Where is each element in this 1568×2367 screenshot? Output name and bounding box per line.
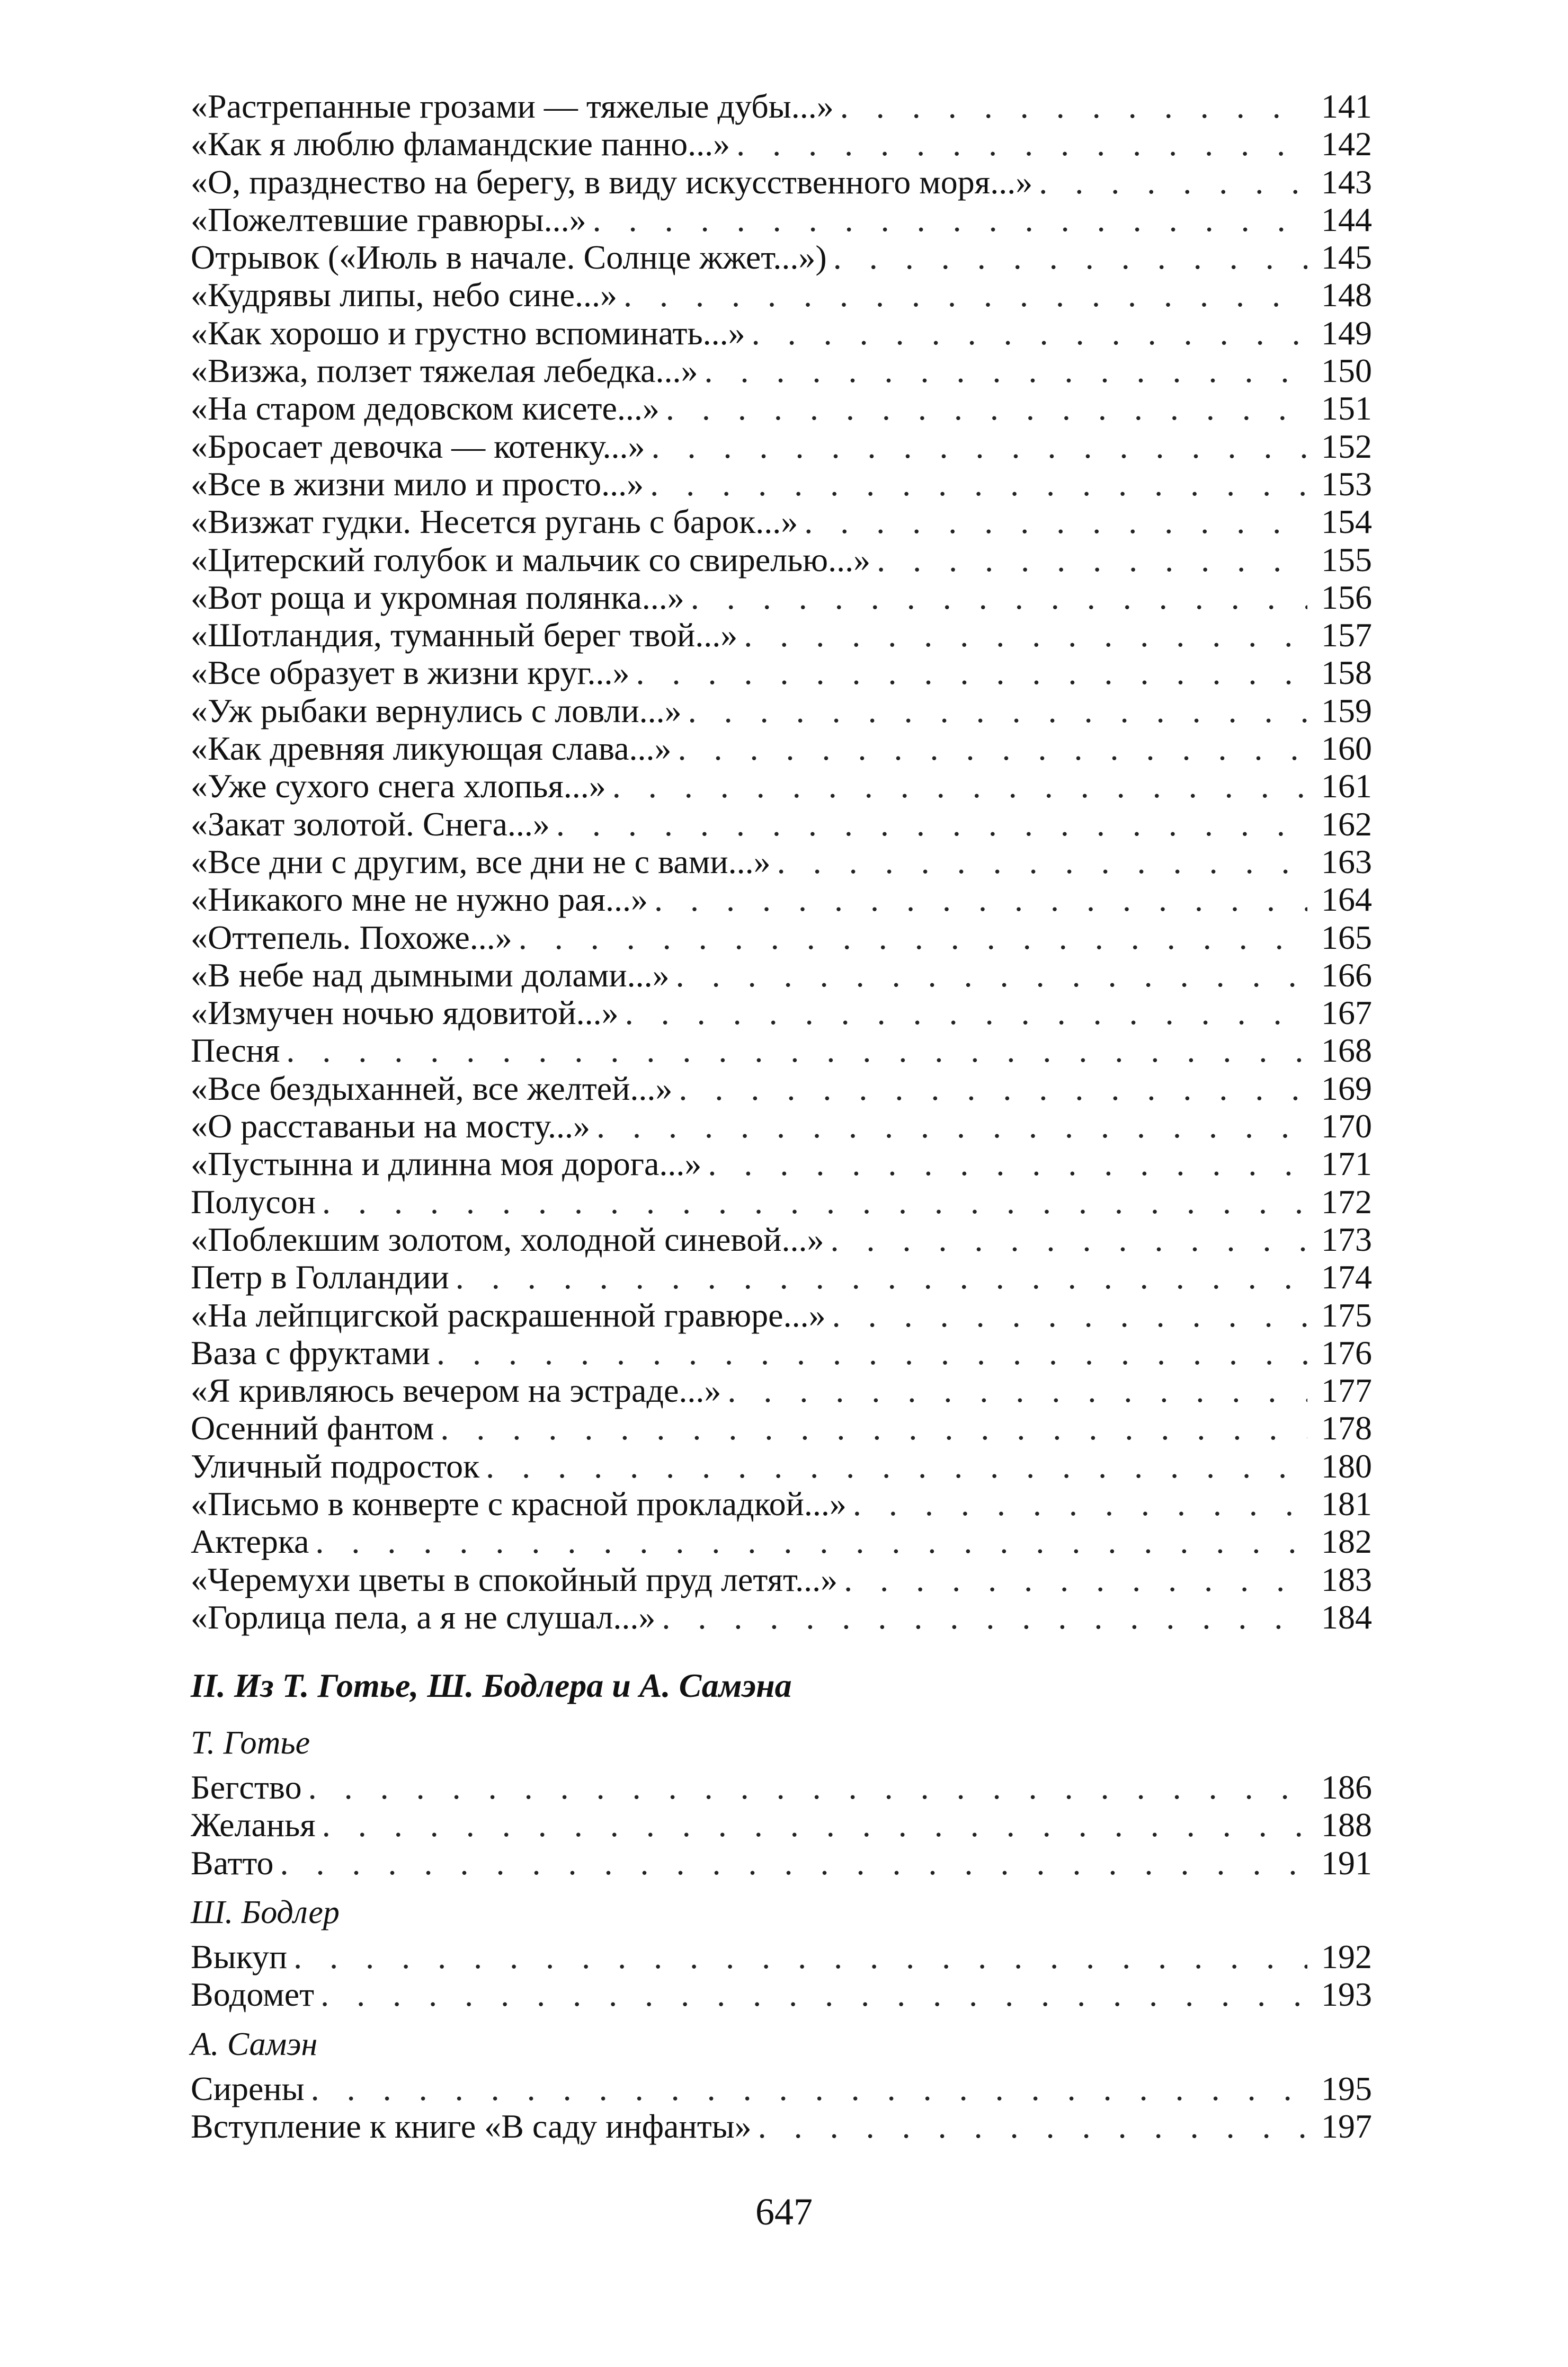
toc-entry-page: 149 [1321,314,1372,352]
toc-entry [191,1183,1372,1221]
toc-entry-page: 161 [1321,767,1372,805]
toc-entry-page: 171 [1321,1145,1372,1183]
toc-entry-title: «Я кривляюсь вечером на эстраде...» [191,1372,721,1410]
toc-entry-page: 165 [1321,918,1372,956]
toc-entry-page: 159 [1321,691,1372,729]
dot-leader [833,238,1307,276]
toc-entry-title: «Пожелтевшие гравюры...» [191,200,586,238]
dot-leader [662,1598,1307,1636]
toc-entry-title: «На старом дедовском кисете...» [191,389,660,428]
dot-leader [804,503,1307,540]
toc-entry [191,767,1372,805]
toc-entry [191,1976,1372,2013]
toc-entry-title: «Закат золотой. Снега...» [191,805,550,843]
dot-leader [636,654,1307,691]
dot-leader [777,843,1307,880]
toc-entry-title: «Растрепанные грозами — тяжелые дубы...» [191,87,834,125]
toc-entry [191,1844,1372,1882]
toc-entry-page: 167 [1321,994,1372,1032]
toc-entry [191,87,1372,125]
author-heading: Т. Готье [191,1725,310,1761]
toc-entry [191,352,1372,389]
toc-entry-title: «Пустынна и длинна моя дорога...» [191,1145,702,1183]
toc-entry-title: «О расставаньи на мосту...» [191,1107,590,1145]
toc-entry [191,503,1372,540]
dot-leader [832,1296,1307,1334]
toc-entry [191,1485,1372,1523]
toc-entry-title: Осенний фантом [191,1409,434,1447]
toc-entry [191,1768,1372,1806]
dot-leader [676,956,1307,994]
dot-leader [830,1221,1307,1258]
toc-entry-page: 158 [1321,654,1372,692]
toc-entry [191,956,1372,994]
toc-entry [191,843,1372,880]
dot-leader [708,1145,1307,1182]
toc-entry-title: «Уж рыбаки вернулись с ловли...» [191,691,682,729]
toc-entry-page: 170 [1321,1107,1372,1145]
author-heading: А. Самэн [191,2026,318,2062]
toc-entry [191,654,1372,691]
dot-leader [691,579,1307,616]
dot-leader [654,880,1307,918]
dot-leader [1039,163,1307,201]
dot-leader [440,1409,1307,1447]
toc-entry-page: 181 [1321,1484,1372,1523]
dot-leader [623,276,1307,314]
toc-entry [191,1334,1372,1372]
toc-entry [191,919,1372,956]
toc-entry-page: 162 [1321,805,1372,843]
toc-entry [191,1806,1372,1844]
dot-leader [844,1561,1307,1598]
dot-leader [705,352,1307,389]
author-group-samain [191,2024,1372,2146]
dot-leader [320,1976,1307,2013]
toc-entry [191,1221,1372,1258]
dot-leader [625,994,1307,1031]
toc-entry [191,1296,1372,1334]
toc-entry [191,276,1372,314]
toc-entry-title: Вступление к книге «В саду инфанты» [191,2107,752,2145]
toc-list [191,1938,1372,2014]
toc-entry [191,1145,1372,1182]
toc-list [191,1768,1372,1882]
toc-entry [191,1523,1372,1560]
toc-entry-page: 148 [1321,276,1372,314]
dot-leader [650,465,1307,503]
dot-leader [308,1768,1307,1806]
toc-entry-page: 169 [1321,1069,1372,1107]
toc-entry [191,2070,1372,2107]
dot-leader [436,1334,1307,1372]
dot-leader [322,1806,1307,1844]
toc-entry-title: «Как хорошо и грустно вспоминать...» [191,314,745,352]
toc-entry-page: 175 [1321,1296,1372,1334]
toc-entry-title: Бегство [191,1768,302,1807]
toc-entry-page: 155 [1321,540,1372,579]
toc-entry [191,805,1372,843]
toc-entry [191,579,1372,616]
toc-entry-page: 197 [1321,2107,1372,2145]
dot-leader [727,1372,1307,1409]
toc-entry-title: «Кудрявы липы, небо сине...» [191,276,618,314]
toc-entry-title: Отрывок («Июль в начале. Солнце жжет...») [191,238,827,277]
toc-entry-page: 183 [1321,1560,1372,1598]
toc-entry [191,314,1372,352]
toc-entry [191,692,1372,729]
toc-entry [191,1258,1372,1296]
toc-entry-page: 174 [1321,1258,1372,1296]
toc-entry-title: «Поблекшим золотом, холодной синевой...» [191,1220,824,1258]
toc-entry-title: Желанья [191,1806,316,1844]
table-of-contents [191,87,1372,2156]
toc-entry-title: Полусон [191,1182,316,1221]
dot-leader [556,805,1307,843]
dot-leader [456,1258,1307,1296]
dot-leader [736,125,1307,163]
toc-entry-title: «Вот роща и укромная полянка...» [191,578,684,616]
toc-entry [191,1372,1372,1409]
toc-entry [191,1031,1372,1069]
dot-leader [311,2070,1307,2107]
toc-entry-title: «Горлица пела, а я не слушал...» [191,1598,656,1636]
dot-leader [519,919,1307,956]
author-heading: Ш. Бодлер [191,1894,340,1931]
author-group-baudelaire [191,1892,1372,2014]
toc-entry-title: Уличный подросток [191,1447,480,1485]
page-number: 647 [755,2191,813,2233]
dot-leader [293,1938,1307,1976]
toc-entry-page: 145 [1321,238,1372,277]
dot-leader [593,201,1307,238]
toc-entry [191,1447,1372,1485]
toc-entry [191,1409,1372,1447]
toc-list [191,2070,1372,2146]
toc-entry-page: 164 [1321,880,1372,919]
toc-entry [191,238,1372,276]
toc-entry-title: «Оттепель. Похоже...» [191,918,512,956]
toc-entry-title: «Бросает девочка — котенку...» [191,427,645,465]
toc-entry-page: 168 [1321,1031,1372,1070]
toc-entry [191,163,1372,201]
toc-entry-page: 157 [1321,616,1372,654]
toc-entry-page: 144 [1321,200,1372,238]
toc-entry-title: «О, празднество на берегу, в виду искусственного моря...» [191,163,1033,201]
toc-entry-title: «Визжат гудки. Несется ругань с барок...» [191,503,798,541]
toc-entry [191,880,1372,918]
dot-leader [679,1070,1307,1107]
toc-entry [191,541,1372,579]
toc-entry-page: 186 [1321,1768,1372,1807]
toc-entry-page: 160 [1321,729,1372,768]
toc-entry-page: 180 [1321,1447,1372,1485]
dot-leader [315,1523,1307,1560]
toc-entry [191,201,1372,238]
dot-leader [666,389,1307,427]
toc-entry-page: 193 [1321,1976,1372,2014]
toc-entry-page: 154 [1321,503,1372,541]
toc-entry-page: 163 [1321,842,1372,880]
toc-entry-title: «Как древняя ликующая слава...» [191,729,672,768]
dot-leader [286,1031,1307,1069]
toc-entry-page: 176 [1321,1333,1372,1372]
toc-entry-title: «Все дни с другим, все дни не с вами...» [191,842,771,880]
toc-entry-title: «Все бездыханней, все желтей...» [191,1069,673,1107]
toc-entry-page: 166 [1321,956,1372,994]
toc-entry-title: Сирены [191,2069,305,2107]
toc-entry-page: 152 [1321,427,1372,465]
toc-entry-page: 172 [1321,1182,1372,1221]
toc-entry-page: 188 [1321,1806,1372,1844]
toc-entry-page: 143 [1321,163,1372,201]
dot-leader [486,1447,1307,1485]
toc-entry-title: «Измучен ночью ядовитой...» [191,994,619,1032]
toc-list [191,87,1372,1636]
toc-entry [191,389,1372,427]
toc-entry-page: 195 [1321,2069,1372,2107]
toc-entry-title: «Цитерский голубок и мальчик со свирелью...» [191,540,871,579]
toc-entry-title: «Все в жизни мило и просто...» [191,465,644,503]
dot-leader [840,87,1307,125]
toc-entry [191,1107,1372,1145]
toc-entry-title: «Все образует в жизни круг...» [191,654,630,692]
section-heading: II. Из Т. Готье, Ш. Бодлера и А. Самэна [191,1667,792,1705]
toc-entry [191,1561,1372,1598]
toc-entry-page: 173 [1321,1220,1372,1258]
toc-entry-page: 141 [1321,87,1372,125]
toc-entry-page: 153 [1321,465,1372,503]
toc-entry-page: 177 [1321,1372,1372,1410]
toc-entry [191,428,1372,465]
toc-entry-page: 151 [1321,389,1372,428]
toc-entry [191,2107,1372,2145]
toc-entry-title: «Черемухи цветы в спокойный пруд летят...» [191,1560,838,1598]
dot-leader [758,2107,1307,2145]
toc-entry-page: 142 [1321,125,1372,163]
toc-entry-title: Петр в Голландии [191,1258,449,1296]
toc-entry-page: 178 [1321,1409,1372,1447]
toc-entry-title: «Уже сухого снега хлопья...» [191,767,606,805]
toc-entry-title: Ватто [191,1844,274,1882]
dot-leader [322,1183,1307,1221]
toc-entry-page: 191 [1321,1844,1372,1882]
toc-entry-page: 156 [1321,578,1372,616]
toc-entry [191,729,1372,767]
toc-entry [191,616,1372,654]
dot-leader [596,1107,1307,1145]
toc-entry-title: Выкуп [191,1938,288,1976]
toc-entry-title: «Никакого мне не нужно рая...» [191,880,648,919]
toc-entry [191,1938,1372,1976]
toc-entry-title: «Визжа, ползет тяжелая лебедка...» [191,352,698,390]
dot-leader [877,541,1307,579]
toc-entry [191,1070,1372,1107]
toc-entry-page: 182 [1321,1523,1372,1561]
toc-entry-title: «Как я люблю фламандские панно...» [191,125,730,163]
toc-entry-title: Песня [191,1031,280,1070]
dot-leader [853,1485,1307,1523]
toc-entry-title: Актерка [191,1523,309,1561]
toc-entry [191,125,1372,163]
toc-entry-title: Водомет [191,1976,315,2014]
toc-entry-title: «Письмо в конверте с красной прокладкой...» [191,1484,847,1523]
toc-entry-title: «На лейпцигской раскрашенной гравюре...» [191,1296,826,1334]
dot-leader [612,767,1307,805]
toc-entry [191,465,1372,503]
dot-leader [688,692,1307,729]
toc-entry-page: 150 [1321,352,1372,390]
toc-entry-title: «Шотландия, туманный берег твой...» [191,616,738,654]
toc-entry [191,1598,1372,1636]
dot-leader [744,616,1307,654]
dot-leader [280,1844,1307,1882]
toc-entry-title: «В небе над дымными долами...» [191,956,670,994]
dot-leader [752,314,1307,352]
toc-entry-title: Ваза с фруктами [191,1333,430,1372]
toc-entry-page: 184 [1321,1598,1372,1636]
dot-leader [678,729,1308,767]
author-group-gautier [191,1723,1372,1882]
toc-entry [191,994,1372,1031]
dot-leader [652,428,1307,465]
toc-entry-page: 192 [1321,1938,1372,1976]
